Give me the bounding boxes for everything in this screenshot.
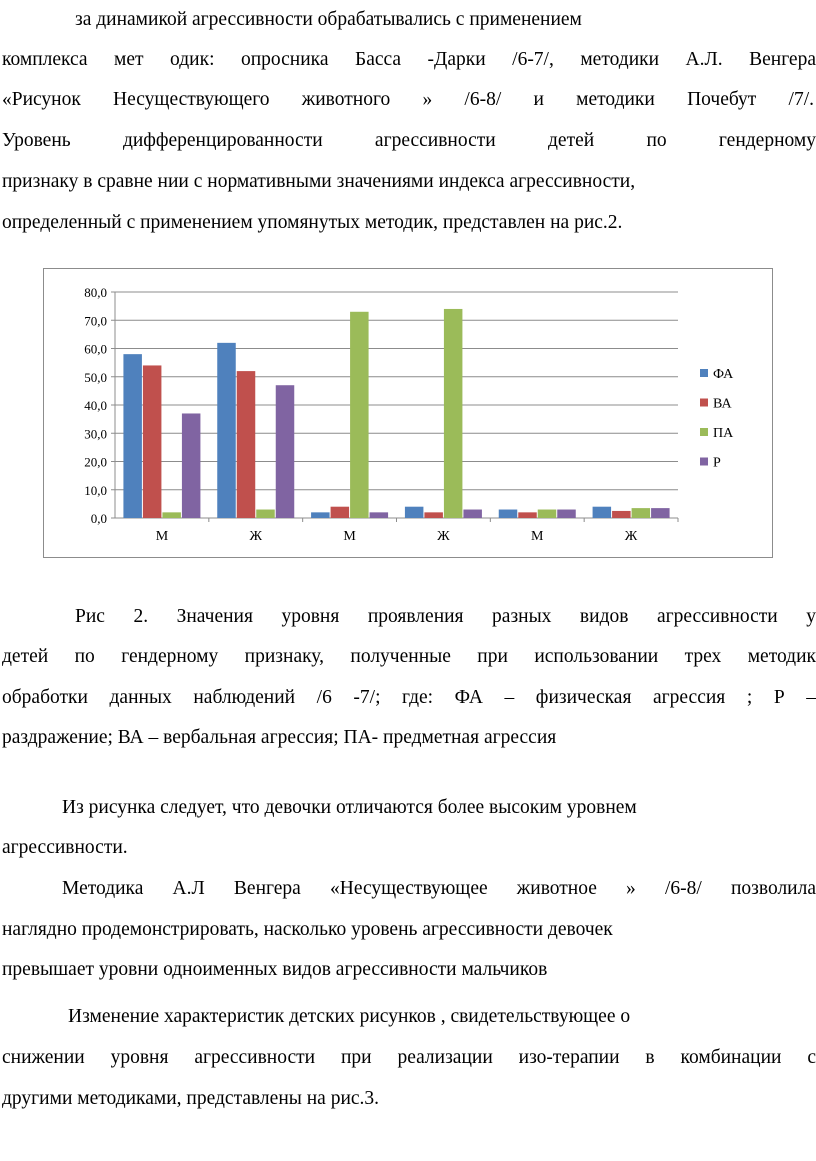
legend-label: Р: [713, 455, 721, 471]
legend-swatch: [700, 428, 708, 436]
bar-Р: [370, 512, 389, 518]
text-line: Уровень дифференцированности агрессивности детей по гендерному: [2, 130, 816, 151]
figure-2-chart: [43, 268, 773, 558]
bar-ВА: [331, 507, 350, 518]
y-tick-label: 20,0: [84, 454, 107, 470]
bar-Р: [557, 510, 576, 518]
y-tick-label: 30,0: [84, 426, 107, 442]
bar-ПА: [444, 309, 463, 518]
bar-chart: [44, 269, 772, 557]
bar-ПА: [632, 508, 651, 518]
text-line: Из рисунка следует, что девочки отличаются более высоким уровнем: [62, 797, 637, 818]
text-line: другими методиками, представлены на рис.3.: [2, 1088, 380, 1109]
x-tick-label: М: [155, 529, 169, 544]
bar-Р: [651, 508, 670, 518]
y-tick-label: 70,0: [84, 313, 107, 329]
y-tick-label: 10,0: [84, 482, 107, 498]
text-line: агрессивности.: [2, 837, 128, 858]
bar-ФА: [311, 512, 330, 518]
text-line: за динамикой агрессивности обрабатывались с применением: [75, 9, 582, 30]
caption-line: Рис 2. Значения уровня проявления разных видов агрессивности у: [75, 606, 816, 627]
caption-line: детей по гендерному признаку, полученные при использовании трех методик: [2, 646, 816, 667]
y-tick-label: 0,0: [90, 511, 107, 526]
text-line: комплекса мет одик: опросника Басса -Дарки /6-7/, методики А.Л. Венгера: [2, 49, 816, 70]
bar-ФА: [593, 507, 612, 518]
bar-Р: [182, 413, 201, 518]
bar-ФА: [217, 343, 236, 518]
bar-ВА: [424, 512, 443, 518]
x-tick-label: Ж: [437, 529, 450, 544]
legend-swatch: [700, 369, 708, 377]
bar-ВА: [237, 371, 256, 518]
text-line: «Рисунок Несуществующего животного » /6-8/ и методики Почебут /7/.: [2, 89, 814, 110]
bar-ПА: [256, 510, 275, 518]
legend-swatch: [700, 399, 708, 407]
text-line: Изменение характеристик детских рисунков , свидетельствующее о: [68, 1006, 631, 1027]
text-line: наглядно продемонстрировать, насколько уровень агрессивности девочек: [2, 919, 613, 940]
x-tick-label: М: [531, 529, 544, 544]
x-tick-label: М: [343, 529, 356, 544]
legend-label: ВА: [713, 396, 732, 412]
bar-ВА: [143, 365, 162, 518]
text-line: признаку в сравне нии с нормативными значениями индекса агрессивности,: [2, 171, 636, 192]
bar-ПА: [350, 312, 369, 518]
bar-ПА: [162, 512, 181, 518]
y-tick-label: 80,0: [84, 285, 107, 300]
legend-label: ПА: [713, 426, 734, 441]
bar-ВА: [612, 511, 631, 518]
text-line: снижении уровня агрессивности при реализации изо-терапии в комбинации с: [2, 1047, 816, 1068]
bar-ФА: [499, 510, 518, 518]
y-tick-label: 40,0: [84, 398, 107, 413]
caption-line: раздражение; ВА – вербальная агрессия; ПА- предметная агрессия: [2, 727, 557, 748]
text-line: определенный с применением упомянутых методик, представлен на рис.2.: [2, 212, 623, 233]
bar-Р: [276, 385, 295, 518]
caption-line: обработки данных наблюдений /6 -7/; где: ФА – физическая агрессия ; Р –: [2, 687, 816, 708]
bar-ПА: [538, 510, 557, 518]
x-tick-label: Ж: [249, 529, 263, 544]
legend-label: ФА: [713, 367, 734, 382]
bar-Р: [463, 510, 482, 518]
y-tick-label: 60,0: [84, 341, 107, 357]
bar-ФА: [405, 507, 424, 518]
bar-ФА: [123, 354, 141, 518]
bar-ВА: [518, 512, 537, 518]
y-tick-label: 50,0: [84, 369, 107, 385]
text-line: Методика А.Л Венгера «Несуществующее животное » /6-8/ позволила: [62, 878, 816, 899]
legend-swatch: [700, 458, 708, 466]
x-tick-label: Ж: [624, 529, 638, 544]
text-line: превышает уровни одноименных видов агрессивности мальчиков: [2, 959, 548, 980]
